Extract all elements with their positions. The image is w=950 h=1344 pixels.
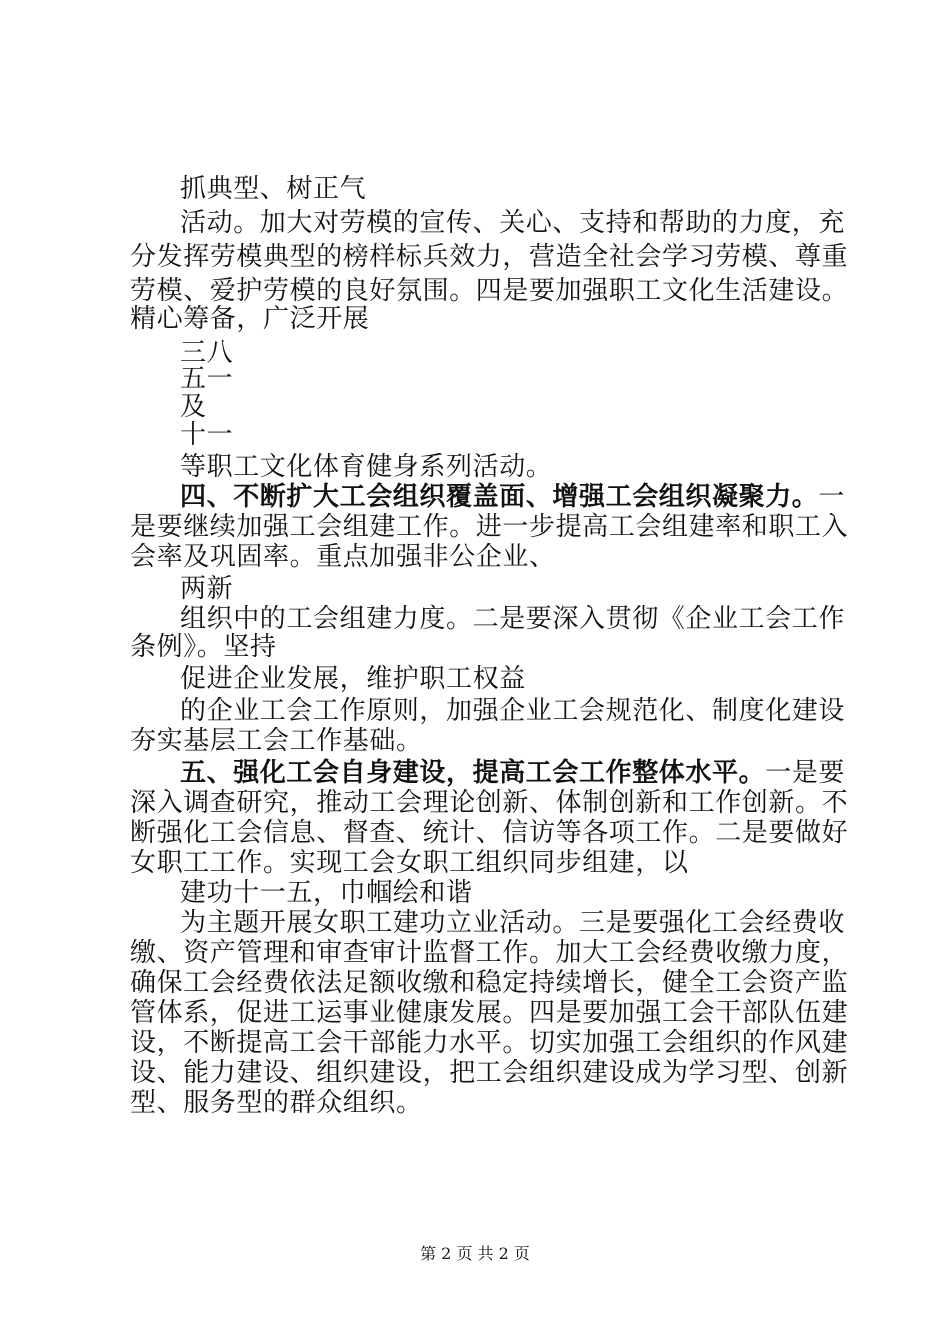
- text-line: 设，不断提高工会干部能力水平。切实加强工会组织的作风建: [130, 1028, 849, 1058]
- text-line: 为主题开展女职工建功立业活动。三是要强化工会经费收: [180, 908, 846, 938]
- text-line: 设、能力建设、组织建设，把工会组织建设成为学习型、创新: [130, 1058, 849, 1088]
- text-line: 型、服务型的群众组织。: [130, 1088, 423, 1118]
- text-line: 组织中的工会组建力度。二是要深入贯彻《企业工会工作: [180, 604, 846, 634]
- text-line: 分发挥劳模典型的榜样标兵效力，营造全社会学习劳模、尊重: [130, 242, 849, 272]
- text-line: 女职工工作。实现工会女职工组织同步组建，以: [130, 848, 689, 878]
- text-line: 促进企业发展，维护职工权益: [180, 664, 526, 694]
- text-line: 是要继续加强工会组建工作。进一步提高工会组建率和职工入: [130, 512, 849, 542]
- text-line: 两新: [180, 574, 234, 604]
- text-line: 劳模、爱护劳模的良好氛围。四是要加强职工文化生活建设。: [130, 276, 849, 306]
- text-line: 五一: [180, 364, 234, 394]
- text-line: 的企业工会工作原则，加强企业工会规范化、制度化建设: [180, 696, 846, 726]
- text-line: 及: [180, 392, 207, 422]
- section-heading-line: [180, 756, 845, 790]
- text-line: 三八: [180, 338, 234, 368]
- text-line: 会率及巩固率。重点加强非公企业、: [130, 542, 556, 572]
- text-line: 活动。加大对劳模的宣传、关心、支持和帮助的力度，充: [180, 208, 846, 238]
- text-line: 夯实基层工会工作基础。: [130, 726, 423, 756]
- section-heading-five: 五、强化工会自身建设，提高工会工作整体水平。: [180, 758, 766, 788]
- text-line: 等职工文化体育健身系列活动。: [180, 452, 553, 482]
- text-line: 十一: [180, 420, 234, 450]
- text-line: 确保工会经费依法足额收缴和稳定持续增长，健全工会资产监: [130, 968, 849, 998]
- page-number-footer: 第 2 页 共 2 页: [420, 1244, 530, 1263]
- text-run: 一是要: [765, 758, 846, 788]
- text-run: 一: [818, 482, 846, 512]
- text-line: 抓典型、树正气: [180, 174, 367, 204]
- section-heading-line: [180, 480, 845, 514]
- text-line: 建功十一五，巾帼绘和谐: [180, 878, 473, 908]
- section-heading-four: 四、不断扩大工会组织覆盖面、增强工会组织凝聚力。: [180, 482, 819, 512]
- text-line: 管体系，促进工运事业健康发展。四是要加强工会干部队伍建: [130, 998, 849, 1028]
- text-line: 精心筹备，广泛开展: [130, 304, 370, 334]
- text-line: 条例》。坚持: [130, 632, 277, 662]
- text-line: 缴、资产管理和审查审计监督工作。加大工会经费收缴力度，: [130, 938, 849, 968]
- text-line: 深入调查研究，推动工会理论创新、体制创新和工作创新。不: [130, 788, 849, 818]
- text-line: 断强化工会信息、督查、统计、信访等各项工作。二是要做好: [130, 818, 849, 848]
